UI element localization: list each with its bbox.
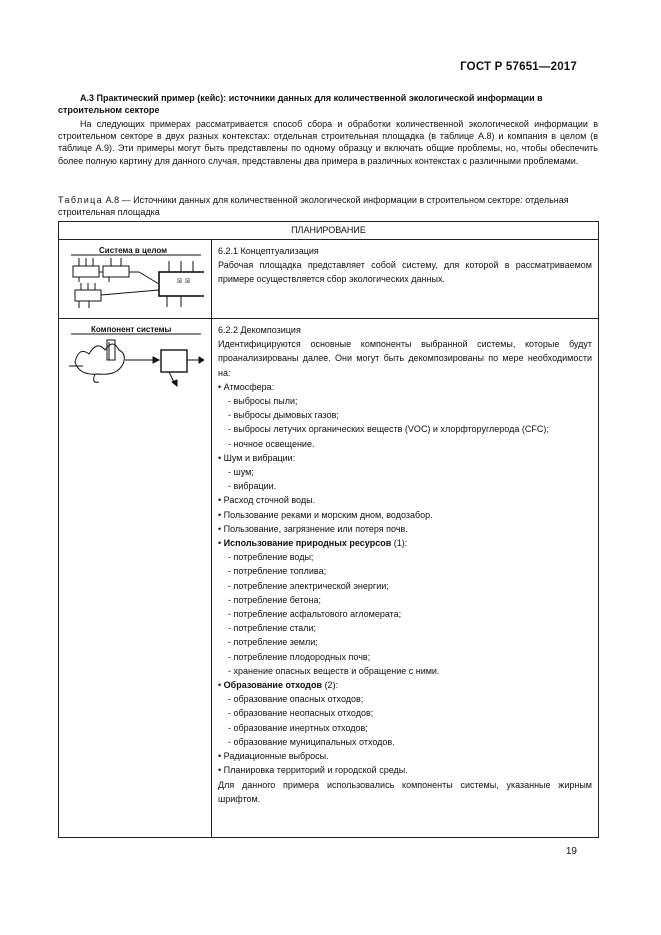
bold-component: Образование отходов [223,680,323,691]
svg-text:☒: ☒ [185,279,191,285]
list-subitem: - потребление бетона; [228,594,321,605]
section-intro: На следующих примерах рассматривается способ сбора и обработки количественной экологической информации в строительном секторе в двух разных контекстах: отдельная строительная площадка (в таблице А.8) и компания в целом (в таблице А.9). Эти примеры могут быть представлены по одному образцу и включать общие проблемы, но, чтобы обеспечить более полную картину для данного случая, представлены два примера в различных контекстах с различными проблемами. [58,119,598,166]
list-item [218,678,592,692]
list-subitem: - ночное освещение. [228,438,315,449]
bullet: • [218,538,224,549]
content-cell [212,239,598,318]
list-subitem: - потребление плодородных почв; [228,651,371,662]
list-subitem: - потребление топлива; [228,566,327,577]
table-caption-text: А.8 — Источники данных для количественной экологической информации в строительном секторе: отдельная строительная площадка [58,195,569,217]
figure-label: Система в целом [99,246,168,255]
list-item [218,536,592,550]
row-intro: Идентифицируются основные компоненты выбранной системы, которые будут проанализированы далее. Они могут быть декомпозированы по мере необходимости на: [218,339,592,378]
section-title: А.3 Практический пример (кейс): источники данных для количественной экологической информации в строительном секторе [58,93,543,115]
row-outro: Для данного примера использовались компоненты системы, указанные жирным шрифтом. [218,779,592,804]
list-subitem: - потребление электрической энергии; [228,580,389,591]
figure-cell [59,318,212,838]
list-subitem: - образование инертных отходов; [228,722,368,733]
system-whole-diagram [69,245,204,313]
list-item: • Планировка территорий и городской среды. [218,765,408,776]
list-item: • Шум и вибрации: [218,452,296,463]
list-subitem: - образование неопасных отходов; [228,708,374,719]
list-subitem: - потребление земли; [228,637,318,648]
table-row [59,239,598,319]
source-table [58,221,599,838]
row-text: Рабочая площадка представляет собой систему, для которой в рассматриваемом примере осуществляется сбор экологических данных. [218,260,592,285]
list-item: • Пользование, загрязнение или потеря почв. [218,523,408,534]
system-component-diagram [69,324,204,392]
list-subitem: - выбросы летучих органических веществ (VOC) и хлорфторуглерода (CFC); [228,424,549,435]
list-item: • Атмосфера: [218,381,275,392]
list-subitem: - выбросы пыли; [228,396,298,407]
row-heading: 6.2.2 Декомпозиция [218,325,301,335]
list-subitem: - хранение опасных веществ и обращение с ними. [228,665,440,676]
list-subitem: - выбросы дымовых газов; [228,410,339,421]
figure-label: Компонент системы [91,325,172,334]
figure-cell [59,239,212,318]
bullet: • [218,680,224,691]
row-heading: 6.2.1 Концептуализация [218,246,319,256]
page-number: 19 [565,846,577,857]
table-caption [58,194,598,218]
list-item: • Пользование реками и морским дном, водозабор. [218,509,433,520]
list-subitem: - образование муниципальных отходов. [228,736,395,747]
table-caption-prefix: Таблица [58,195,104,205]
list-subitem: - шум; [228,467,254,478]
list-item: • Расход сточной воды. [218,495,316,506]
list-subitem: - потребление воды; [228,552,314,563]
footnote-ref: (2): [322,680,339,691]
list-subitem: - потребление стали; [228,623,317,634]
footnote-ref: (1): [391,538,408,549]
table-row [59,318,598,838]
bold-component: Использование природных ресурсов [223,538,392,549]
list-subitem: - образование опасных отходов; [228,694,364,705]
content-cell [212,318,598,838]
svg-text:☒: ☒ [177,279,183,285]
table-header: ПЛАНИРОВАНИЕ [59,222,598,240]
list-subitem: - вибрации. [228,481,277,492]
document-id: ГОСТ Р 57651—2017 [460,61,577,73]
list-item: • Радиационные выбросы. [218,751,329,762]
list-subitem: - потребление асфальтового агломерата; [228,609,402,620]
